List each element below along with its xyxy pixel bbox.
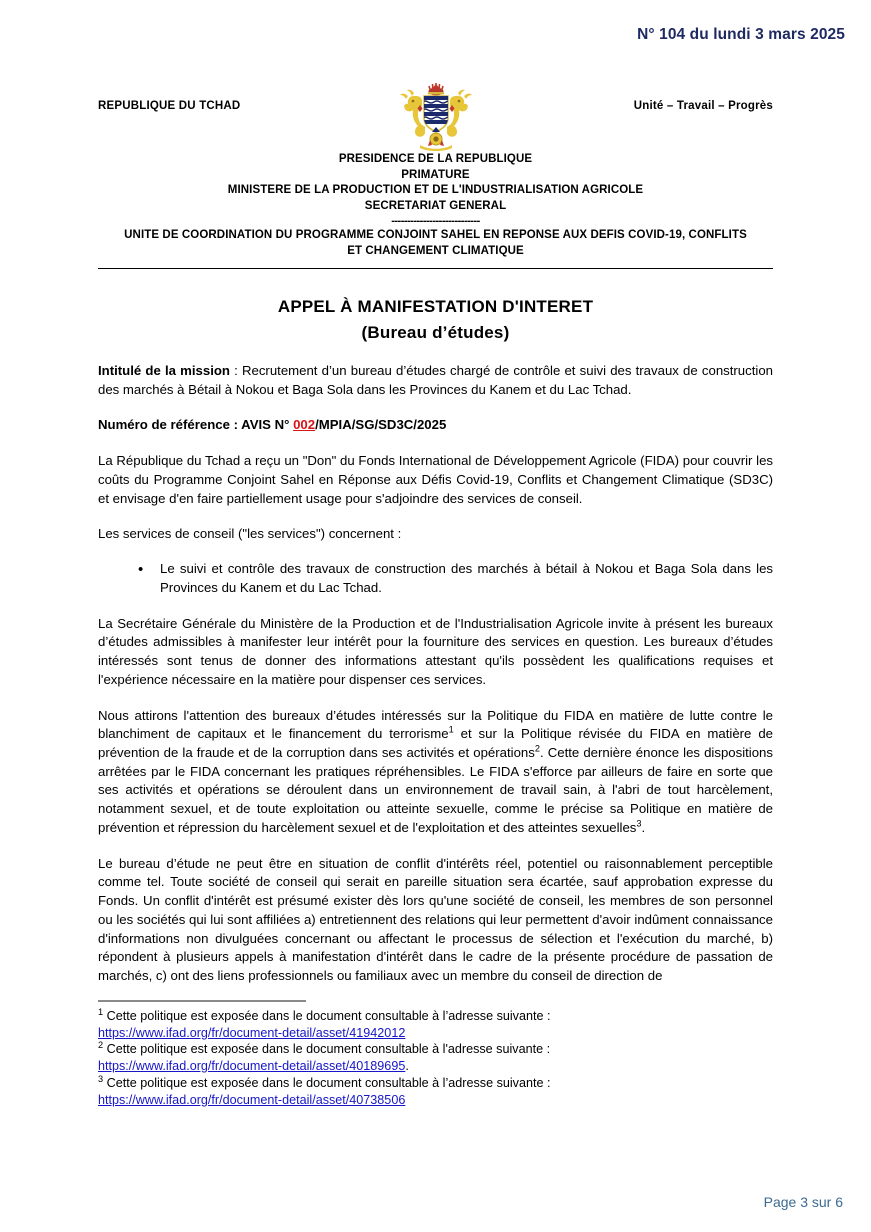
document-body [98,362,773,1003]
paragraph-services-intro: Les services de conseil ("les services") concernent : [98,526,402,542]
footnote-text: Cette politique est exposée dans le document consultable à l’adresse suivante : [103,1009,551,1023]
footnote-ref-3[interactable]: 3 [636,818,642,829]
page-indicator: Page 3 sur 6 [763,1194,843,1210]
footnote-item [98,1075,773,1108]
footnote-item [98,1008,773,1041]
attention-text-a: Nous attirons l'attention des bureaux d’études intéressés sur la Politique du FIDA en matière de lutte contre le blanchiment de capitaux et le financement du terrorisme [98,707,773,742]
issue-number-line: N° 104 du lundi 3 mars 2025 [637,26,845,43]
footnote-ref-2[interactable]: 2 [534,743,540,754]
institution-line-4: SECRETARIAT GENERAL [364,199,507,212]
coat-of-arms-container [0,80,871,152]
footnote-link[interactable]: https://www.ifad.org/fr/document-detail/asset/40738506 [98,1092,406,1107]
institution-divider-dashes: ---------------------------- [391,215,480,228]
reference-number: 002 [293,417,316,433]
title-line-2: (Bureau d’études) [361,322,510,342]
title-line-1: APPEL À MANIFESTATION D'INTERET [277,297,594,316]
paragraph-attention [98,707,773,838]
footnote-section [98,1000,773,1108]
paragraph-conflict-of-interest: Le bureau d’étude ne peut être en situation de conflit d'intérêts réel, potentiel ou raisonnablement perceptible comme tel. Toute société de conseil qui serait en pareille situation sera écartée, sauf approbation expresse du Fonds. Un conflit d'intérêt est présumé exister dès lors qu'une société de conseil, les membres de son personnel ou les sociétés qui lui sont affiliées a) entretiennent des relations qui leur permettent d'avoir indûment connaissance d'informations non divulguées concernant ou affectant le processus de sélection et l'exécution du marché, b) répondent à plusieurs appels à manifestation d'intérêt dans le cadre de la présente procédure de passation de marchés, c) ont des liens professionnels ou familiaux avec un membre du conseil de direction de [98,855,773,984]
footnote-link[interactable]: https://www.ifad.org/fr/document-detail/asset/40189695 [98,1059,406,1074]
footnote-trailing: . [405,1059,409,1074]
reference-paragraph [98,416,773,435]
attention-text-c: . Cette dernière énonce les dispositions arrêtées par le FIDA concernant les pratiques répréhensibles. Le FIDA s'efforce par ailleurs de faire en sorte que ses activités et opérations se déroulent dans un environnement de travail sain, à l'abri de tout harcèlement, notamment sexuel, et de toute exploitation ou atteinte sexuelle, comme le précise sa Politique en matière de prévention et répression du harcèlement sexuel et de l'exploitation et des atteintes sexuelles [98,745,773,835]
attention-text-d: . [641,819,646,835]
footnote-marker: 1 [98,1006,104,1017]
national-motto: Unité – Travail – Progrès [633,100,773,112]
reference-label: Numéro de référence : AVIS N° [98,417,294,433]
footnote-ref-1[interactable]: 1 [448,724,454,735]
footnote-marker: 3 [98,1073,104,1084]
reference-suffix: /MPIA/SG/SD3C/2025 [315,417,447,433]
footnote-link[interactable]: https://www.ifad.org/fr/document-detail/asset/41942012 [98,1025,406,1040]
unit-line-2: ET CHANGEMENT CLIMATIQUE [347,244,524,257]
country-label: REPUBLIQUE DU TCHAD [98,100,241,112]
institution-line-1: PRESIDENCE DE LA REPUBLIQUE [338,153,533,165]
footnote-separator-rule [98,1000,306,1002]
footnote-text: Cette politique est exposée dans le document consultable à l'adresse suivante : [103,1042,551,1057]
list-item: • Le suivi et contrôle des travaux de construction des marchés à bétail à Nokou et Baga Sola dans les Provinces du Kanem et du Lac Tchad. [160,560,773,597]
masthead-row [98,100,773,112]
footnote-text: Cette politique est exposée dans le document consultable à l’adresse suivante : [103,1075,551,1090]
footnote-item [98,1041,773,1074]
unit-line-1: UNITE DE COORDINATION DU PROGRAMME CONJOINT SAHEL EN REPONSE AUX DEFIS COVID-19, CONFLITS [124,229,747,242]
mission-title-paragraph [98,362,773,399]
mission-text: : Recrutement d’un bureau d’études chargé de contrôle et suivi des travaux de construction des marchés à Bétail à Nokou et Baga Sola dans les Provinces du Kanem et du Lac Tchad. [98,363,773,397]
page-title [98,294,773,345]
mission-label: Intitulé de la mission [98,363,230,378]
footnote-marker: 2 [98,1040,104,1051]
header-divider-rule [98,268,773,269]
institution-block [98,152,773,259]
services-list [98,560,773,597]
paragraph-grant: La République du Tchad a reçu un "Don" du Fonds International de Développement Agricole (FIDA) pour couvrir les coûts du Programme Conjoint Sahel en Réponse aux Défis Covid-19, Conflits et Changement Climatique (SD3C) et envisage d'en faire partiellement usage pour s'adjoindre des services de conseil. [98,453,773,506]
institution-line-2: PRIMATURE [401,168,470,181]
paragraph-invitation: La Secrétaire Générale du Ministère de la Production et de l'Industrialisation Agricole invite à présent les bureaux d’études admissibles à manifester leur intérêt pour la fourniture des services en question. Les bureaux d’études intéressés sont tenus de donner des informations attestant qu'ils possèdent les qualifications requises et l'expérience nécessaire en la matière pour dispenser ces services. [98,615,773,687]
attention-text-b: et sur la Politique révisée du FIDA en matière de prévention de la fraude et de la corruption dans ses activités et opérations [98,726,773,761]
institution-line-3: MINISTERE DE LA PRODUCTION ET DE L'INDUSTRIALISATION AGRICOLE [227,184,644,197]
chad-coat-of-arms-icon [394,80,478,152]
